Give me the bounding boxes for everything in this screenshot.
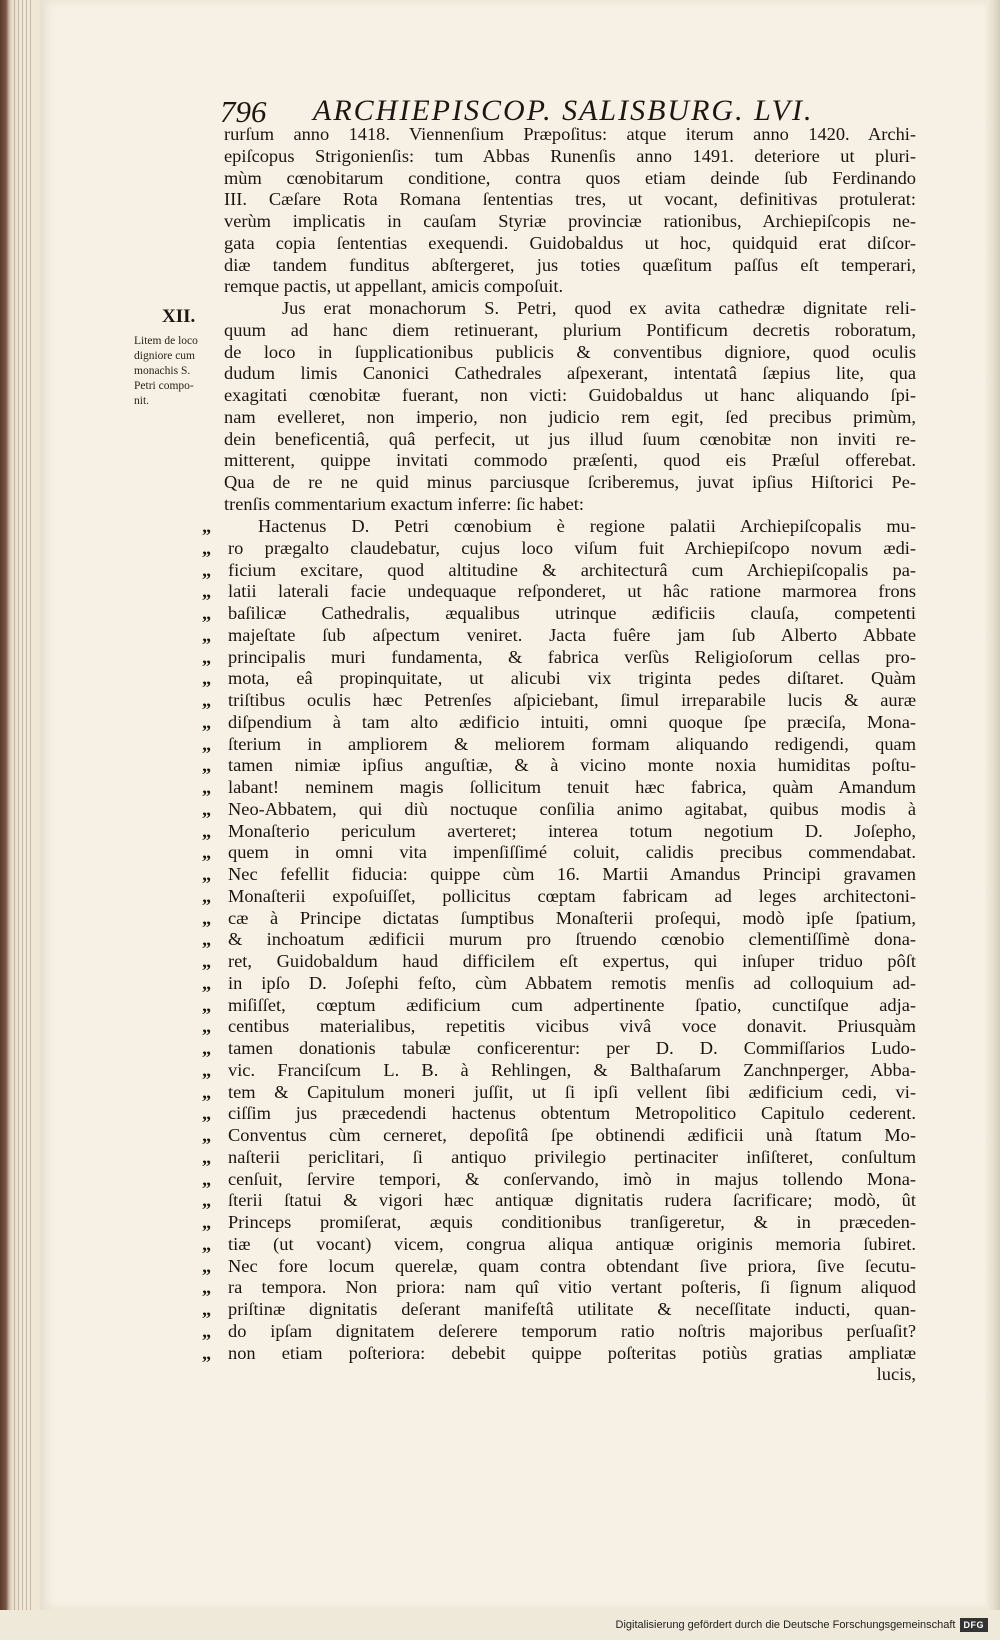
catchword-line (202, 1364, 916, 1386)
quote-text: cæ à Principe dictatas ſumptibus Monaſterii proſequi, modò ipſe ſpatium, (228, 907, 916, 928)
quote-line (202, 690, 916, 712)
quote-mark: „ (202, 972, 212, 993)
quote-line (202, 1125, 916, 1147)
quote-line (202, 1256, 916, 1278)
quote-line (202, 647, 916, 669)
page-right-edge (986, 0, 1000, 1610)
quote-line (202, 777, 916, 799)
quote-text: Nec fore locum querelæ, quam contra obtendant ſive priora, ſive ſecutu- (228, 1255, 916, 1276)
margin-note-line: Petri compo- (134, 380, 194, 392)
text-line: dudum limis Canonici Cathedrales aſpexerant, intentatâ ſæpius lite, qua (224, 363, 916, 384)
quote-text: ſterii ſtatui & vigori hæc antiquæ dignitatis rudera ſacrificare; modò, ût (228, 1190, 916, 1211)
quote-text: ret, Guidobaldum haud difficilem eſt expertus, qui inſuper triduo pôſt (228, 951, 916, 971)
quote-line (202, 951, 916, 973)
running-head: ARCHIEPISCOP. SALISBURG. LVI. (313, 94, 814, 127)
quote-line (202, 1169, 916, 1191)
quote-line (202, 1343, 916, 1365)
page-number: 796 (220, 94, 267, 129)
text-line: quum ad hanc diem retinuerant, plurium Pontificum decretis roboratum, (224, 319, 916, 340)
quote-mark: „ (202, 951, 212, 971)
text-line: Jus erat monachorum S. Petri, quod ex avita cathedræ dignitate reli- (282, 298, 916, 318)
text-line: nam evelleret, non imperio, non judicio rem egit, ſed precibus primùm, (224, 406, 916, 427)
quote-mark: „ (202, 1016, 212, 1037)
quote-line (202, 734, 916, 756)
quote-mark: „ (202, 1212, 212, 1232)
quote-line (202, 1103, 916, 1125)
quote-text: do ipſam dignitatem deſerere temporum ratio noſtris majoribus perſuaſit? (228, 1320, 916, 1341)
quote-text: Nec fefellit fiducia: quippe cùm 16. Martii Amandus Principi gravamen (228, 864, 916, 884)
footer-text: Digitalisierung gefördert durch die Deutsche Forschungsgemeinschaft (615, 1619, 956, 1631)
quote-text: in ipſo D. Joſephi feſto, cùm Abbatem remotis menſis ad colloquium ad- (228, 972, 916, 993)
quote-line (202, 929, 916, 951)
quote-line (202, 603, 916, 625)
margin-note-line: nit. (134, 395, 150, 407)
quote-text: tem & Capitulum moneri juſſit, ut ſi ipſi vellent ſibi ædificium cedi, vi- (228, 1081, 916, 1102)
quote-mark: „ (202, 516, 212, 536)
quote-mark: „ (202, 1320, 212, 1341)
quote-line (202, 1082, 916, 1104)
quote-line (202, 560, 916, 582)
margin-note (134, 334, 220, 409)
quote-text: Princeps promiſerat, æquis conditionibus tranſigeretur, & in præceden- (228, 1212, 916, 1232)
quote-line (202, 538, 916, 560)
quote-text: miſiſſet, cœptum ædificium cum adpertinente ſpatio, cunctiſque adja- (228, 994, 916, 1015)
quote-line (202, 908, 916, 930)
quote-text: cenſuit, ſervire tempori, & conſervando, imò in majus tollendo Mona- (228, 1168, 916, 1189)
quoted-commentary (202, 516, 916, 1386)
text-line: verùm implicatis in cauſam Styriæ provinciæ rationibus, Archiepiſcopis ne- (224, 211, 916, 231)
text-line: gata copia ſententias exequendi. Guidobaldus ut hoc, quidquid erat diſcor- (224, 232, 916, 253)
quote-mark: „ (202, 1081, 212, 1102)
quote-text: ra tempora. Non priora: nam quî vitio vertant poſteris, ſi ſignum aliquod (228, 1277, 916, 1298)
margin-note-line: digniore cum (134, 350, 195, 362)
quote-text: ciſſim jus præcedendi hactenus obtentum Metropolitico Capitulo cederent. (228, 1103, 916, 1124)
quote-text: triſtibus oculis hæc Petrenſes aſpiciebant, ſimul irreparabile lucis & auræ (228, 690, 916, 710)
quote-line (202, 1234, 916, 1256)
quote-mark: „ (202, 798, 212, 819)
text-line: de loco in ſupplicationibus publicis & conventibus digniore, quod oculis (224, 341, 916, 362)
quote-mark: „ (202, 755, 212, 776)
quote-line (202, 712, 916, 734)
quote-text: labant! neminem magis ſollicitum tenuit hæc fabrica, quàm Amandum (228, 777, 916, 797)
quote-mark: „ (202, 777, 212, 797)
quote-text: Hactenus D. Petri cœnobium è regione palatii Archiepiſcopalis mu- (258, 516, 916, 536)
quote-line (202, 1299, 916, 1321)
quote-text: naſterii periclitari, ſi antiquo privilegio pertinaciter inſiſteret, conſultum (228, 1146, 916, 1167)
quote-mark: „ (202, 1038, 212, 1058)
quote-line (202, 821, 916, 843)
quote-text: Monaſterio periculum averteret; interea totum negotium D. Joſepho, (228, 820, 916, 841)
quote-line (202, 668, 916, 690)
text-line: dein beneficentiâ, quâ perfecit, ut jus illud ſuum cœnobitæ non inviti re- (224, 428, 916, 449)
quote-mark: „ (202, 668, 212, 689)
quote-text: Monaſterii expoſuiſſet, pollicitus cœptam fabricam ad leges architectoni- (228, 885, 916, 906)
quote-text: ficium excitare, quod altitudine & architecturâ cum Archiepiſcopalis pa- (228, 559, 916, 580)
dfg-logo: DFG (960, 1618, 989, 1632)
quote-mark: „ (202, 690, 212, 710)
text-line: remque pactis, ut appellant, amicis compoſuit. (224, 276, 564, 297)
margin-note-line: Litem de loco (134, 335, 198, 347)
quote-mark: „ (202, 711, 212, 732)
catchword: lucis, (876, 1364, 916, 1385)
quote-text: Conventus cùm cerneret, depoſitâ ſpe obtinendi ædificii unà ſtatum Mo- (228, 1125, 916, 1145)
quote-text: tamen donationis tabulæ conficerentur: per D. D. Commiſſarios Ludo- (228, 1038, 916, 1058)
text-line: mitterent, quippe invitati commodo præſenti, quod eis Præſul offerebat. (224, 450, 916, 471)
quote-mark: „ (202, 1255, 212, 1276)
quote-mark: „ (202, 1103, 212, 1124)
quote-mark: „ (202, 1190, 212, 1211)
quote-text: Neo-Abbatem, qui diù noctuque conſilia animo agitabat, quibus modis à (228, 798, 916, 819)
text-line: epiſcopus Strigonienſis: tum Abbas Runenſis anno 1491. deteriore ut pluri- (224, 145, 916, 166)
quote-text: quem in omni vita impenſiſſimé coluit, calidis precibus commendabat. (228, 842, 916, 863)
quote-mark: „ (202, 603, 212, 623)
quote-text: latii laterali facie undequaque reſponderet, ut hâc ratione marmorea frons (228, 581, 916, 602)
quote-line (202, 842, 916, 864)
quote-mark: „ (202, 581, 212, 602)
quote-mark: „ (202, 1168, 212, 1189)
text-line: trenſis commentarium exactum inferre: ſic habet: (224, 493, 585, 514)
quote-mark: „ (202, 885, 212, 906)
text-line: rurſum anno 1418. Viennenſium Præpoſitus: atque iterum anno 1420. Archi- (224, 124, 916, 144)
text-line: mùm cœnobitarum conditione, contra quos etiam deinde ſub Ferdinando (224, 167, 916, 188)
quote-line (202, 886, 916, 908)
page-edges (14, 0, 32, 1610)
quote-line (202, 1321, 916, 1343)
quote-text: mota, eâ propinquitate, ut alicubi vix triginta pedes diſtaret. Quàm (228, 668, 916, 689)
quote-text: & inchoatum ædificii murum pro ſtruendo cœnobio clementiſſimè dona- (228, 929, 916, 950)
quote-mark: „ (202, 1146, 212, 1167)
quote-line (202, 1147, 916, 1169)
quote-mark: „ (202, 842, 212, 863)
quote-mark: „ (202, 646, 212, 667)
quote-text: vic. Franciſcum L. B. à Rehlingen, & Balthaſarum Zanchnperger, Abba- (228, 1059, 916, 1080)
quote-text: diſpendium à tam alto ædificio intuiti, omni quoque ſpe præciſa, Mona- (228, 711, 916, 732)
quote-mark: „ (202, 1342, 212, 1363)
quote-text: tiæ (ut vocant) vicem, congrua aliqua antiquæ originis memoria ſubiret. (228, 1233, 916, 1254)
quote-text: majeſtate ſub aſpectum veniret. Jacta fuêre jam ſub Alberto Abbate (228, 624, 916, 645)
quote-line (202, 799, 916, 821)
quote-mark: „ (202, 1233, 212, 1254)
quote-mark: „ (202, 907, 212, 928)
text-line: exagitati cœnobitæ fuerant, non victi: Guidobaldus ut hanc aliquando ſpi- (224, 385, 916, 405)
quote-mark: „ (202, 1277, 212, 1298)
book-spine (0, 0, 40, 1610)
quote-text: principalis muri fundamenta, & fabrica verſùs Religioſorum cellas pro- (228, 646, 916, 667)
quote-line (202, 1060, 916, 1082)
body-text (224, 124, 916, 516)
quote-mark: „ (202, 1059, 212, 1080)
quote-line (202, 755, 916, 777)
quote-text: ſterium in ampliorem & meliorem formam aliquando redigendi, quam (228, 733, 916, 754)
quote-text: priſtinæ dignitatis deſerant manifeſtâ utilitate & neceſſitate inducti, quan- (228, 1299, 916, 1319)
quote-mark: „ (202, 624, 212, 645)
quote-mark: „ (202, 864, 212, 884)
margin-note-line: monachis S. (134, 365, 191, 377)
quote-text: centibus materialibus, repetitis vicibus vivâ voce donavit. Priusquàm (228, 1016, 916, 1037)
text-line: III. Cæſare Rota Romana ſententias tres, ut vocant, definitivas protulerat: (224, 189, 916, 210)
quote-line (202, 864, 916, 886)
section-number: XII. (162, 306, 196, 327)
quote-line (202, 516, 916, 538)
quote-mark: „ (202, 929, 212, 950)
quote-text: tamen nimiæ ipſius anguſtiæ, & à vicino monte noxia humiditas poſtu- (228, 755, 916, 776)
quote-mark: „ (202, 820, 212, 841)
quote-text: non etiam poſteriora: debebit quippe poſteritas potiùs gratias ampliatæ (228, 1342, 916, 1363)
quote-line (202, 1277, 916, 1299)
text-line: Qua de re ne quid minus parciusque ſcriberemus, juvat ipſius Hiſtorici Pe- (224, 472, 916, 492)
footer (616, 1618, 988, 1632)
quote-mark-spacer (202, 1364, 228, 1386)
quote-line (202, 1016, 916, 1038)
quote-line (202, 1038, 916, 1060)
quote-line (202, 1212, 916, 1234)
quote-mark: „ (202, 537, 212, 558)
quote-text: baſilicæ Cathedralis, æqualibus utrinque ædificiis clauſa, competenti (228, 603, 916, 623)
quote-mark: „ (202, 994, 212, 1015)
text-line: diæ tandem funditus abſtergeret, jus toties quæſitum paſſus eſt temperari, (224, 254, 916, 275)
quote-mark: „ (202, 1299, 212, 1319)
quote-text: ro prægalto claudebatur, cujus loco viſum fuit Archiepiſcopo novum ædi- (228, 537, 916, 558)
quote-mark: „ (202, 1125, 212, 1145)
quote-line (202, 973, 916, 995)
quote-mark: „ (202, 559, 212, 580)
quote-line (202, 581, 916, 603)
quote-mark: „ (202, 733, 212, 754)
quote-line (202, 995, 916, 1017)
quote-line (202, 625, 916, 647)
quote-line (202, 1190, 916, 1212)
